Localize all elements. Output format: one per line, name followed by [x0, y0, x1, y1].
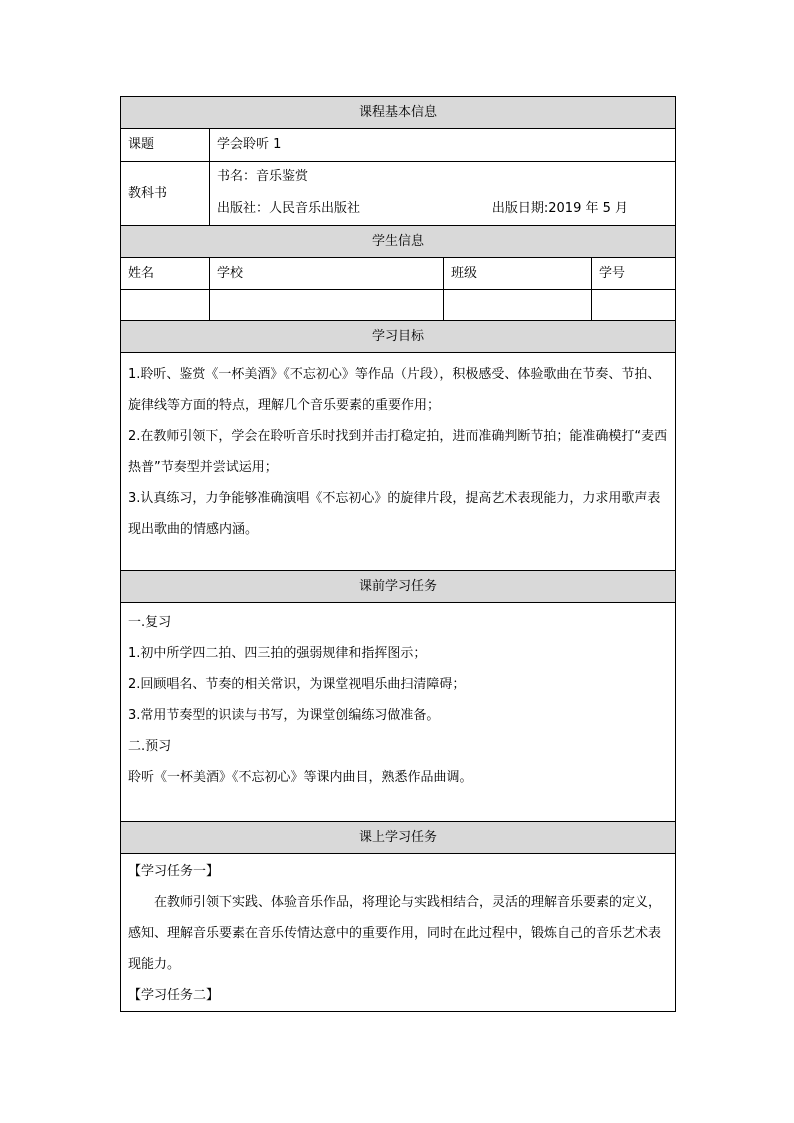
objective-item: 2.在教师引领下，学会在聆听音乐时找到并击打稳定拍，进而准确判断节拍；能准确模打“麦西热普”节奏型并尝试运用； [128, 429, 668, 475]
col-student-id: 学号 [592, 258, 676, 290]
lesson-plan-table [120, 96, 676, 1012]
topic-value: 学会聆听 1 [210, 129, 676, 162]
col-class: 班级 [444, 258, 592, 290]
col-name: 姓名 [121, 258, 210, 290]
name-field[interactable] [121, 290, 210, 321]
student-info-header: 学生信息 [121, 226, 676, 258]
textbook-label: 教科书 [121, 162, 210, 226]
objectives-header: 学习目标 [121, 321, 676, 353]
objective-item: 3.认真练习，力争能够准确演唱《不忘初心》的旋律片段，提高艺术表现能力，力求用歌声表现出歌曲的情感内涵。 [128, 491, 661, 537]
pre-class-line: 二.预习 [128, 739, 172, 754]
publisher-row [217, 199, 668, 219]
pre-class-line: 3.常用节奏型的识读与书写，为课堂创编练习做准备。 [128, 708, 440, 723]
in-class-content [121, 854, 676, 1012]
pre-class-line: 一.复习 [128, 615, 172, 630]
in-class-header: 课上学习任务 [121, 822, 676, 854]
student-id-field[interactable] [592, 290, 676, 321]
task1-text: 在教师引领下实践、体验音乐作品，将理论与实践相结合，灵活的理解音乐要素的定义，感知、理解音乐要素在音乐传情达意中的重要作用，同时在此过程中，锻炼自己的音乐艺术表现能力。 [128, 895, 662, 972]
topic-label: 课题 [121, 129, 210, 162]
col-school: 学校 [210, 258, 444, 290]
pre-class-line: 1.初中所学四二拍、四三拍的强弱规律和指挥图示； [128, 646, 427, 661]
class-field[interactable] [444, 290, 592, 321]
publish-date: 出版日期:2019 年 5 月 [491, 201, 629, 216]
pre-class-content [121, 603, 676, 822]
task1-title: 【学习任务一】 [128, 864, 220, 879]
textbook-info [210, 162, 676, 226]
book-name: 书名：音乐鉴赏 [217, 169, 309, 184]
pre-class-line: 2.回顾唱名、节奏的相关常识，为课堂视唱乐曲扫清障碍； [128, 677, 466, 692]
pre-class-line: 聆听《一杯美酒》《不忘初心》等课内曲目，熟悉作品曲调。 [128, 770, 473, 785]
objectives-content [121, 353, 676, 571]
course-info-header: 课程基本信息 [121, 97, 676, 129]
school-field[interactable] [210, 290, 444, 321]
task2-title: 【学习任务二】 [128, 988, 220, 1003]
publisher: 出版社：人民音乐出版社 [217, 201, 361, 216]
objective-item: 1.聆听、鉴赏《一杯美酒》《不忘初心》等作品（片段），积极感受、体验歌曲在节奏、节拍、旋律线等方面的特点，理解几个音乐要素的重要作用； [128, 367, 661, 413]
pre-class-header: 课前学习任务 [121, 571, 676, 603]
